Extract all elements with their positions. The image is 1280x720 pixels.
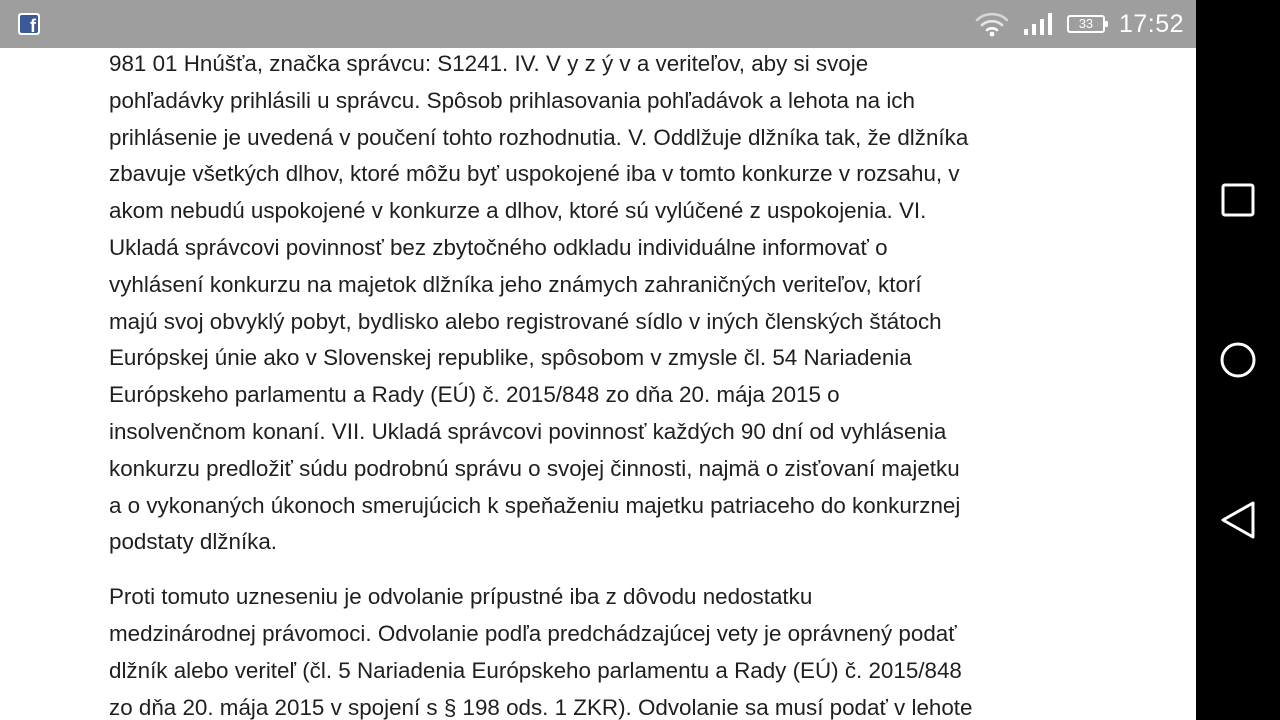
page-content[interactable] xyxy=(0,48,1196,720)
text-line: dlžník alebo veriteľ (čl. 5 Nariadenia Európskeho parlamentu a Rady (EÚ) č. 2015/848 xyxy=(109,657,962,683)
facebook-letter: f xyxy=(30,16,36,35)
text-line: insolvenčnom konaní. VII. Ukladá správcovi povinnosť každých 90 dní od vyhlásenia xyxy=(109,418,947,444)
text-line: medzinárodnej právomoci. Odvolanie podľa predchádzajúcej vety je oprávnený podať xyxy=(109,620,957,646)
status-icons xyxy=(975,0,1184,48)
text-line: majú svoj obvyklý pobyt, bydlisko alebo registrované sídlo v iných členských štátoch xyxy=(109,308,942,334)
recent-apps-button[interactable] xyxy=(1213,175,1263,225)
facebook-icon[interactable] xyxy=(18,13,40,35)
back-button[interactable] xyxy=(1213,495,1263,545)
paragraph-2 xyxy=(109,579,1089,720)
text-line: Ukladá správcovi povinnosť bez zbytočného odkladu individuálne informovať o xyxy=(109,234,888,260)
square-icon xyxy=(1221,183,1255,217)
text-line: prihlásenie je uvedená v poučení tohto rozhodnutia. V. Oddlžuje dlžníka tak, že dlžníka xyxy=(109,124,969,150)
text-line: 981 01 Hnúšťa, značka správcu: S1241. IV. V y z ý v a veriteľov, aby si svoje xyxy=(109,51,869,76)
clock: 17:52 xyxy=(1118,9,1184,38)
text-line: a o vykonaných úkonoch smerujúcich k speňaženiu majetku patriaceho do konkurznej xyxy=(109,492,961,518)
text-line: podstaty dlžníka. xyxy=(109,529,278,555)
status-bar xyxy=(0,0,1196,48)
triangle-back-icon xyxy=(1219,500,1257,540)
text-line: zbavuje všetkých dlhov, ktoré môžu byť uspokojené iba v tomto konkurze v rozsahu, v xyxy=(109,161,960,187)
text-line: Európskej únie ako v Slovenskej republike, spôsobom v zmysle čl. 54 Nariadenia xyxy=(109,345,912,371)
text-line: akom nebudú uspokojené v konkurze a dlhov, ktoré sú vylúčené z uspokojenia. VI. xyxy=(109,198,927,224)
home-button[interactable] xyxy=(1213,335,1263,385)
text-line: Európskeho parlamentu a Rady (EÚ) č. 2015/848 zo dňa 20. mája 2015 o xyxy=(109,382,840,408)
text-line: vyhlásení konkurzu na majetok dlžníka jeho známych zahraničných veriteľov, ktorí xyxy=(109,271,922,297)
text-line: zo dňa 20. mája 2015 v spojení s § 198 ods. 1 ZKR). Odvolanie sa musí podať v lehote xyxy=(109,694,973,720)
paragraph-1 xyxy=(109,48,1089,561)
wifi-icon xyxy=(975,11,1009,37)
navigation-bar xyxy=(1196,0,1280,720)
text-line: pohľadávky prihlásili u správcu. Spôsob prihlasovania pohľadávok a lehota na ich xyxy=(109,87,915,113)
battery-icon xyxy=(1067,15,1105,33)
circle-icon xyxy=(1219,341,1257,379)
article-text xyxy=(109,48,1089,720)
text-line: Proti tomuto uzneseniu je odvolanie prípustné iba z dôvodu nedostatku xyxy=(109,584,813,610)
battery-level: 33 xyxy=(1078,16,1094,31)
text-line: konkurzu predložiť súdu podrobnú správu o svojej činnosti, najmä o zisťovaní majetku xyxy=(109,455,960,481)
cell-signal-icon xyxy=(1023,12,1053,36)
